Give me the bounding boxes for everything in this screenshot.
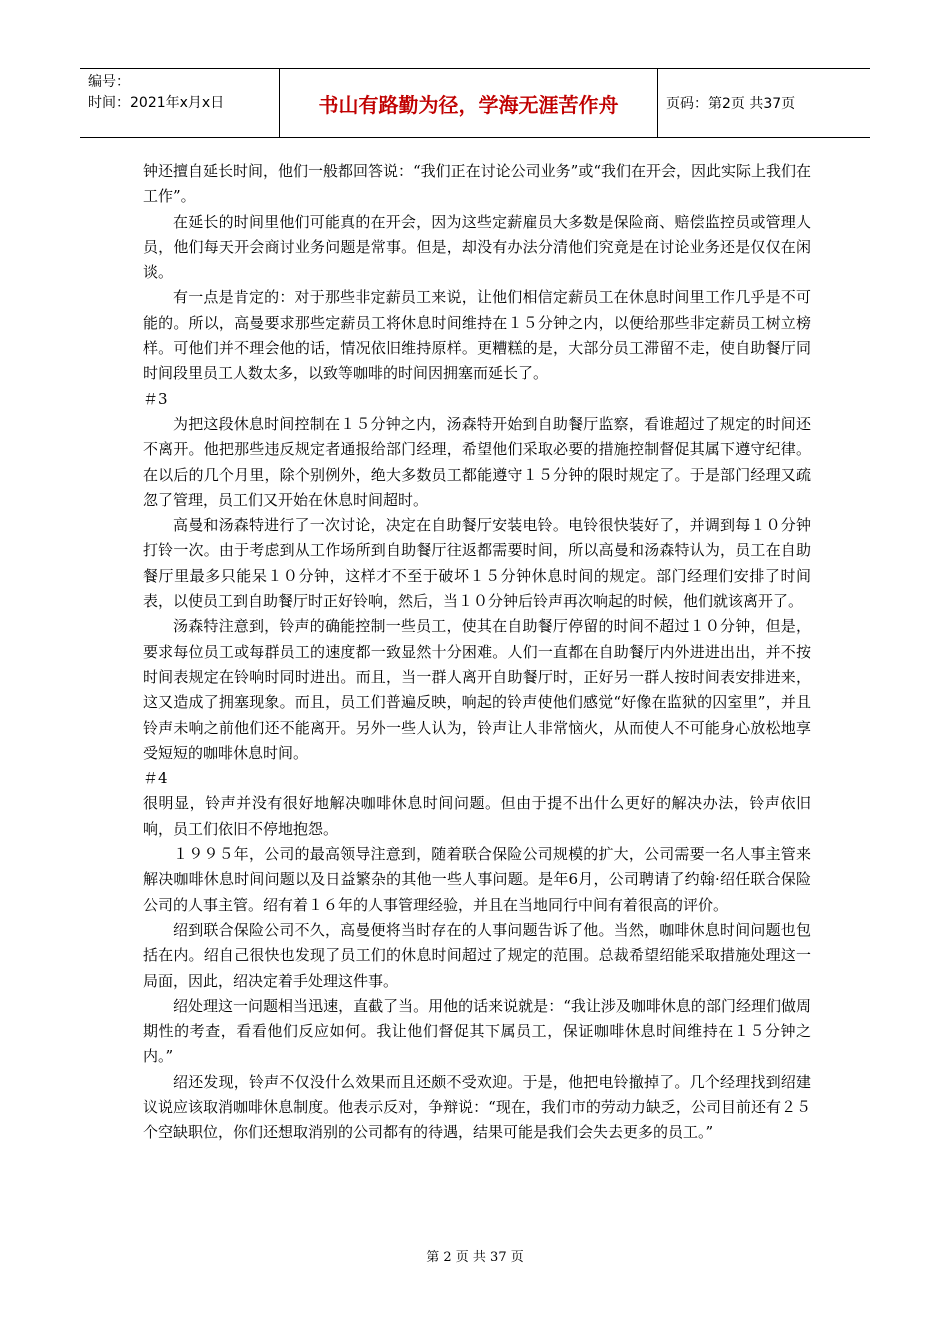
section-marker: ＃3: [143, 389, 168, 408]
header-info-cell: [80, 69, 280, 137]
paragraph: 绍处理这一问题相当迅速，直截了当。用他的话来说就是：“我让涉及咖啡休息的部门经理们做周期性的考查，看看他们反应如何。我让他们督促其下属员工，保证咖啡休息时间维持在１５分钟之内。”: [143, 996, 811, 1066]
document-body: [143, 159, 811, 1146]
paragraph: 绍还发现，铃声不仅没什么效果而且还颇不受欢迎。于是，他把电铃撤掉了。几个经理找到绍建议说应该取消咖啡休息制度。他表示反对，争辩说：“现在，我们市的劳动力缺乏，公司目前还有２５个空缺职位，你们还想取消别的公司都有的待遇，结果可能是我们会失去更多的员工。”: [143, 1072, 811, 1142]
header-motto: 书山有路勤为径，学海无涯苦作舟: [280, 69, 658, 137]
paragraph: 高曼和汤森特进行了一次讨论，决定在自助餐厅安装电铃。电铃很快装好了，并调到每１０分钟打铃一次。由于考虑到从工作场所到自助餐厅往返都需要时间，所以高曼和汤森特认为，员工在自助餐厅里最多只能呆１０分钟，这样才不至于破坏１５分钟休息时间的规定。部门经理们安排了时间表，以使员工到自助餐厅时正好铃响，然后，当１０分钟后铃声再次响起的时候，他们就该离开了。: [143, 516, 811, 611]
section-marker: ＃4: [143, 769, 168, 788]
page-footer: 第 2 页 共 37 页: [426, 1250, 524, 1265]
page-header: [80, 68, 870, 138]
paragraph: １９９５年，公司的最高领导注意到，随着联合保险公司规模的扩大，公司需要一名人事主管来解决咖啡休息时间问题以及日益繁杂的其他一些人事问题。是年6月，公司聘请了约翰·绍任联合保险公司的人事主管。绍有着１６年的人事管理经验，并且在当地同行中间有着很高的评价。: [143, 845, 811, 914]
paragraph: 在延长的时间里他们可能真的在开会，因为这些定薪雇员大多数是保险商、赔偿监控员或管理人员，他们每天开会商讨业务问题是常事。但是，却没有办法分清他们究竟是在讨论业务还是仅仅在闲谈。: [143, 212, 811, 282]
paragraph: 汤森特注意到，铃声的确能控制一些员工，使其在自助餐厅停留的时间不超过１０分钟，但是，要求每位员工或每群员工的速度都一致显然十分困难。人们一直都在自助餐厅内外进进出出，并不按时间表规定在铃响时同时进出。而且，当一群人离开自助餐厅时，正好另一群人按时间表安排进来，这又造成了拥塞现象。而且，员工们普遍反映，响起的铃声使他们感觉“好像在监狱的囚室里”，并且铃声未响之前他们还不能离开。另外一些人认为，铃声让人非常恼火，从而使人不可能身心放松地享受短短的咖啡休息时间。: [143, 617, 811, 762]
paragraph: 很明显，铃声并没有很好地解决咖啡休息时间问题。但由于提不出什么更好的解决办法，铃声依旧响，员工们依旧不停地抱怨。: [143, 794, 811, 838]
paragraph: 为把这段休息时间控制在１５分钟之内，汤森特开始到自助餐厅监察，看谁超过了规定的时间还不离开。他把那些违反规定者通报给部门经理，希望他们采取必要的措施控制督促其属下遵守纪律。在以后的几个月里，除个别例外，绝大多数员工都能遵守１５分钟的限时规定了。于是部门经理又疏忽了管理，员工们又开始在休息时间超时。: [143, 414, 811, 509]
paragraph: 有一点是肯定的：对于那些非定薪员工来说，让他们相信定薪员工在休息时间里工作几乎是不可能的。所以，高曼要求那些定薪员工将休息时间维持在１５分钟之内，以便给那些非定薪员工树立榜样。可他们并不理会他的话，情况依旧维持原样。更糟糕的是，大部分员工滞留不走，使自助餐厅同时间段里员工人数太多，以致等咖啡的时间因拥塞而延长了。: [143, 288, 811, 383]
paragraph: 绍到联合保险公司不久，高曼便将当时存在的人事问题告诉了他。当然，咖啡休息时间问题也包括在内。绍自己很快也发现了员工们的休息时间超过了规定的范围。总裁希望绍能采取措施处理这一局面，因此，绍决定着手处理这件事。: [143, 920, 811, 990]
paragraph: 钟还擅自延长时间，他们一般都回答说：“我们正在讨论公司业务”或“我们在开会，因此实际上我们在工作”。: [143, 162, 812, 206]
serial-number-label: 编号：: [88, 74, 130, 90]
date-label: 时间：2021年x月x日: [88, 95, 225, 111]
header-page-info: 页码：第2页 共37页: [666, 96, 796, 112]
